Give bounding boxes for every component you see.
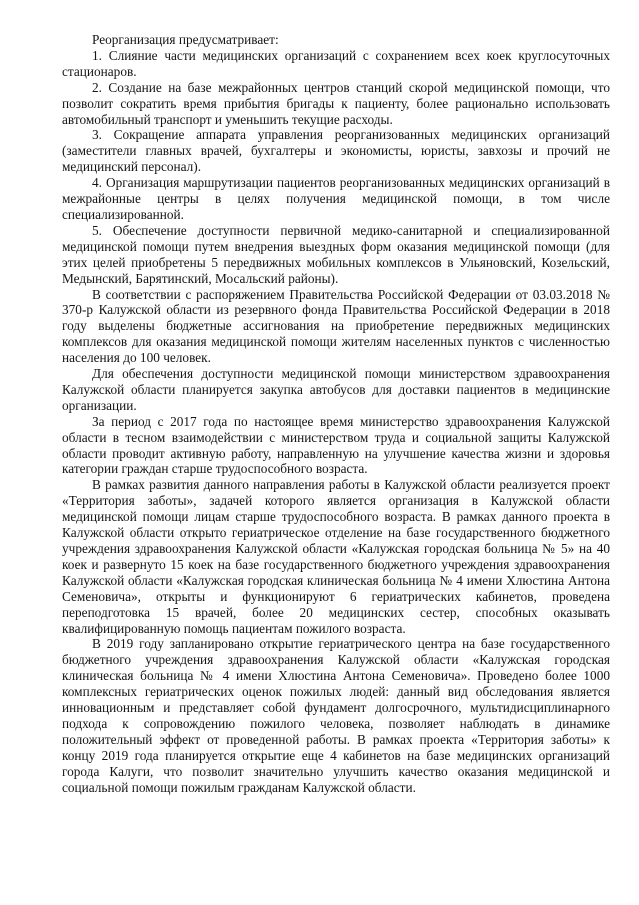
paragraph-period: За период с 2017 года по настоящее время министерство здравоохранения Калужской области в тесном взаимодействии с министерством труда и социальной защиты Калужской области проводит активную работу, направленную на улучшение качества жизни и здоровья категории граждан старше трудоспособного возраста. xyxy=(62,413,610,477)
paragraph-project: В рамках развития данного направления работы в Калужской области реализуется проект «Территория заботы», задачей которого является организация в Калужской области медицинской помощи лицам старше трудоспособного возраста. В рамках данного проекта в Калужской области открыто гериатрическое отделение на базе государственного бюджетного учреждения здравоохранения Калужской области «Калужская городская больница № 5» на 40 коек и развернуто 15 коек на базе государственного бюджетного учреждения здравоохранения Калужской области «Калужская городская клиническая больница № 4 имени Хлюстина Антона Семеновича», открыты и функционируют 6 гериатрических кабинетов, проведена переподготовка 15 врачей, более 20 медицинских сестер, способных оказывать квалифицированную помощь пациентам пожилого возраста. xyxy=(62,477,610,636)
list-item-3: 3. Сокращение аппарата управления реорганизованных медицинских организаций (заместители главных врачей, бухгалтеры и экономисты, юристы, завхозы и прочий не медицинский персонал). xyxy=(62,127,610,175)
document-page xyxy=(62,32,610,796)
intro-line: Реорганизация предусматривает: xyxy=(92,32,279,47)
paragraph-directive: В соответствии с распоряжением Правительства Российской Федерации от 03.03.2018 № 370-р Калужской области из резервного фонда Правительства Российской Федерации в 2018 году выделены бюджетные ассигнования на приобретение передвижных медицинских комплексов для оказания медицинской помощи жителям населенных пунктов с численностью населения до 100 человек. xyxy=(62,286,610,366)
paragraph-buses: Для обеспечения доступности медицинской помощи министерством здравоохранения Калужской области планируется закупка автобусов для доставки пациентов в медицинские организации. xyxy=(62,366,610,413)
list-item-5: 5. Обеспечение доступности первичной медико-санитарной и специализированной медицинской помощи путем внедрения выездных форм оказания медицинской помощи (для этих целей приобретены 5 передвижных мобильных комплексов в Ульяновский, Козельский, Медынский, Барятинский, Мосальский районы). xyxy=(62,222,610,286)
list-item-2: 2. Создание на базе межрайонных центров станций скорой медицинской помощи, что позволит сократить время прибытия бригады к пациенту, более рационально использовать автомобильный транспорт и уменьшить текущие расходы. xyxy=(62,79,610,127)
list-item-4: 4. Организация маршрутизации пациентов реорганизованных медицинских организаций в межрайонные центры в целях получения медицинской помощи, в том числе специализированной. xyxy=(62,175,610,222)
list-item-1: 1. Слияние части медицинских организаций с сохранением всех коек круглосуточных стационаров. xyxy=(62,47,610,79)
paragraph-geriatric-center: В 2019 году запланировано открытие гериатрического центра на базе государственного бюджетного учреждения здравоохранения Калужской области «Калужская городская клиническая больница № 4 имени Хлюстина Антона Семеновича». Проведено более 1000 комплексных гериатрических оценок пожилых людей: данный вид обследования является инновационным и представляет собой фундамент долгосрочного, мультидисциплинарного подхода к сопровождению пожилого человека, позволяет наблюдать в динамике положительный эффект от проведенной работы. В рамках проекта «Территория заботы» к концу 2019 года планируется открытие еще 4 кабинетов на базе медицинских организаций города Калуги, что позволит значительно улучшить качество оказания медицинской и социальной помощи пожилым гражданам Калужской области. xyxy=(62,636,610,795)
